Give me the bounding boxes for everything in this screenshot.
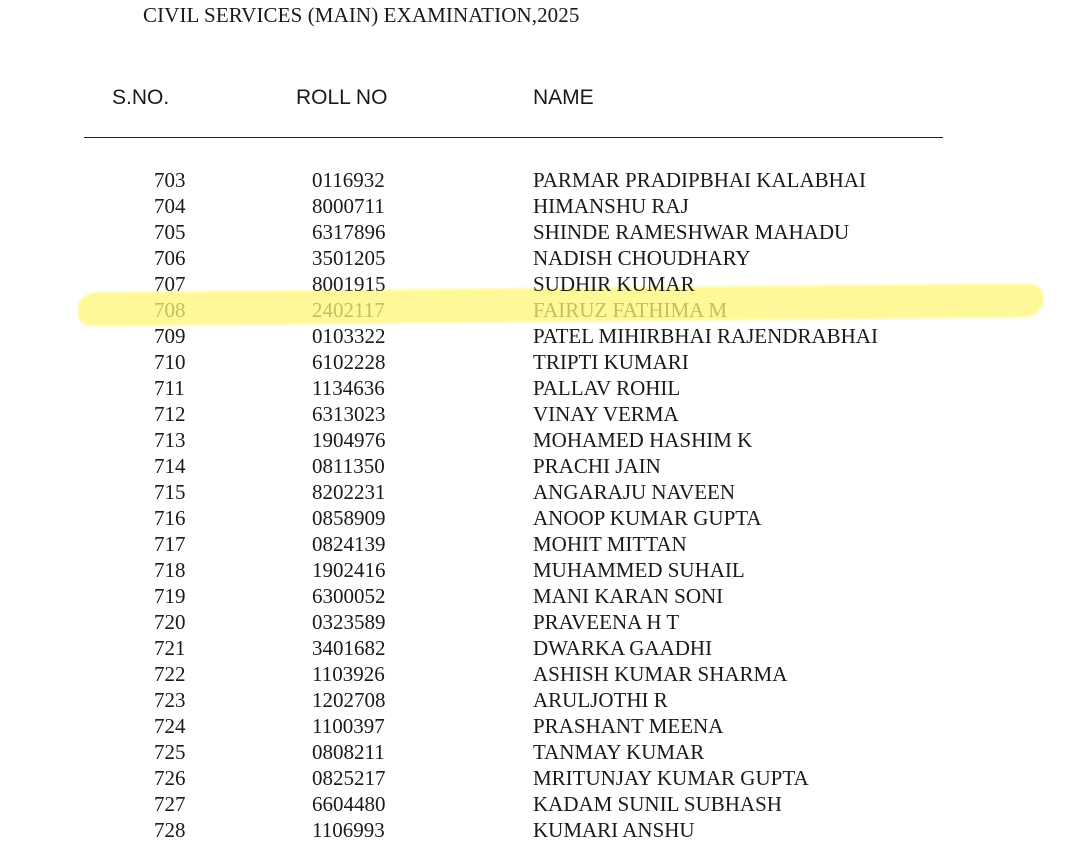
table-row <box>0 791 1080 817</box>
row-name: MRITUNJAY KUMAR GUPTA <box>533 766 809 790</box>
row-roll-no: 1134636 <box>312 376 385 400</box>
row-sno: 721 <box>154 636 186 660</box>
row-roll-no: 1100397 <box>312 714 385 738</box>
table-row <box>0 453 1080 479</box>
row-roll-no: 0825217 <box>312 766 386 790</box>
row-sno: 709 <box>154 324 186 348</box>
row-sno: 717 <box>154 532 186 556</box>
row-roll-no: 0811350 <box>312 454 385 478</box>
row-roll-no: 0323589 <box>312 610 386 634</box>
row-roll-no: 8202231 <box>312 480 386 504</box>
row-sno: 707 <box>154 272 186 296</box>
row-roll-no: 1106993 <box>312 818 385 842</box>
row-name: ARULJOTHI R <box>533 688 668 712</box>
row-sno: 722 <box>154 662 186 686</box>
row-name: MOHAMED HASHIM K <box>533 428 753 452</box>
row-name: MANI KARAN SONI <box>533 584 724 608</box>
row-name: PRAVEENA H T <box>533 610 680 634</box>
table-row <box>0 401 1080 427</box>
row-name: SHINDE RAMESHWAR MAHADU <box>533 220 850 244</box>
table-row <box>0 297 1080 323</box>
row-name: SUDHIR KUMAR <box>533 272 695 296</box>
row-sno: 725 <box>154 740 186 764</box>
row-name: ANGARAJU NAVEEN <box>533 480 736 504</box>
row-sno: 724 <box>154 714 186 738</box>
document-title: CIVIL SERVICES (MAIN) EXAMINATION,2025 <box>143 3 580 27</box>
row-sno: 706 <box>154 246 186 270</box>
row-sno: 715 <box>154 480 186 504</box>
results-list <box>0 167 1080 843</box>
row-name: DWARKA GAADHI <box>533 636 713 660</box>
row-sno: 716 <box>154 506 186 530</box>
table-row <box>0 713 1080 739</box>
row-roll-no: 3501205 <box>312 246 386 270</box>
table-row <box>0 583 1080 609</box>
row-name: FAIRUZ FATHIMA M <box>533 298 728 322</box>
table-row <box>0 375 1080 401</box>
row-sno: 728 <box>154 818 186 842</box>
row-sno: 710 <box>154 350 186 374</box>
row-name: PATEL MIHIRBHAI RAJENDRABHAI <box>533 324 878 348</box>
row-roll-no: 6317896 <box>312 220 386 244</box>
table-row <box>0 193 1080 219</box>
row-sno: 723 <box>154 688 186 712</box>
column-header-sno: S.NO. <box>112 86 170 109</box>
table-row <box>0 479 1080 505</box>
row-sno: 704 <box>154 194 186 218</box>
row-sno: 726 <box>154 766 186 790</box>
row-roll-no: 8001915 <box>312 272 386 296</box>
row-roll-no: 6313023 <box>312 402 386 426</box>
table-row <box>0 427 1080 453</box>
row-roll-no: 0103322 <box>312 324 386 348</box>
row-name: PRACHI JAIN <box>533 454 661 478</box>
row-roll-no: 6102228 <box>312 350 386 374</box>
row-name: VINAY VERMA <box>533 402 679 426</box>
row-name: PARMAR PRADIPBHAI KALABHAI <box>533 168 866 192</box>
row-name: TANMAY KUMAR <box>533 740 705 764</box>
table-row <box>0 271 1080 297</box>
row-name: KADAM SUNIL SUBHASH <box>533 792 782 816</box>
table-row <box>0 245 1080 271</box>
row-name: MUHAMMED SUHAIL <box>533 558 745 582</box>
column-header-name: NAME <box>533 86 594 109</box>
table-row <box>0 167 1080 193</box>
table-row <box>0 765 1080 791</box>
row-sno: 703 <box>154 168 186 192</box>
row-name: ANOOP KUMAR GUPTA <box>533 506 762 530</box>
row-roll-no: 8000711 <box>312 194 385 218</box>
row-name: HIMANSHU RAJ <box>533 194 689 218</box>
row-name: KUMARI ANSHU <box>533 818 695 842</box>
row-name: MOHIT MITTAN <box>533 532 687 556</box>
header-underline <box>84 137 943 138</box>
table-row <box>0 557 1080 583</box>
row-sno: 718 <box>154 558 186 582</box>
table-row <box>0 687 1080 713</box>
table-row <box>0 635 1080 661</box>
row-sno: 720 <box>154 610 186 634</box>
row-roll-no: 1902416 <box>312 558 386 582</box>
row-name: PRASHANT MEENA <box>533 714 724 738</box>
table-row <box>0 661 1080 687</box>
row-roll-no: 0824139 <box>312 532 386 556</box>
row-sno: 719 <box>154 584 186 608</box>
table-row <box>0 739 1080 765</box>
table-row <box>0 609 1080 635</box>
table-row <box>0 219 1080 245</box>
table-row <box>0 817 1080 843</box>
table-row <box>0 349 1080 375</box>
row-roll-no: 1202708 <box>312 688 386 712</box>
row-sno: 708 <box>154 298 186 322</box>
row-sno: 705 <box>154 220 186 244</box>
row-sno: 727 <box>154 792 186 816</box>
row-sno: 712 <box>154 402 186 426</box>
row-roll-no: 0116932 <box>312 168 385 192</box>
row-roll-no: 3401682 <box>312 636 386 660</box>
row-name: TRIPTI KUMARI <box>533 350 689 374</box>
row-roll-no: 6604480 <box>312 792 386 816</box>
row-roll-no: 1904976 <box>312 428 386 452</box>
row-name: ASHISH KUMAR SHARMA <box>533 662 788 686</box>
row-sno: 714 <box>154 454 186 478</box>
row-roll-no: 0808211 <box>312 740 385 764</box>
column-header-roll-no: ROLL NO <box>296 86 388 109</box>
row-sno: 711 <box>154 376 185 400</box>
row-roll-no: 0858909 <box>312 506 386 530</box>
row-roll-no: 1103926 <box>312 662 385 686</box>
table-row <box>0 505 1080 531</box>
table-row <box>0 323 1080 349</box>
row-name: PALLAV ROHIL <box>533 376 681 400</box>
row-roll-no: 6300052 <box>312 584 386 608</box>
row-name: NADISH CHOUDHARY <box>533 246 751 270</box>
row-roll-no: 2402117 <box>312 298 385 322</box>
row-sno: 713 <box>154 428 186 452</box>
table-row <box>0 531 1080 557</box>
